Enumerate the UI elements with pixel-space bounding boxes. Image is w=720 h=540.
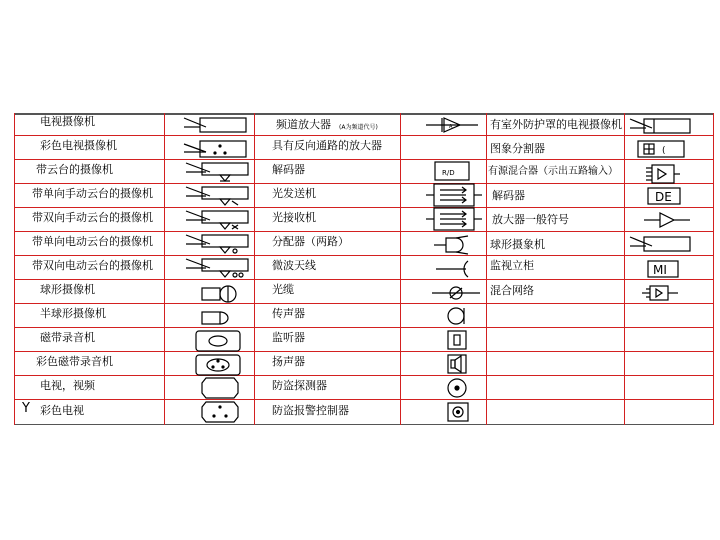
- row-divider: [14, 351, 714, 352]
- label-microphone: 传声器: [272, 307, 305, 320]
- monitor-cabinet-symbol: [646, 259, 680, 279]
- row-divider: [14, 255, 714, 256]
- row-divider: [14, 303, 714, 304]
- label-optical-cable: 光缆: [272, 283, 294, 296]
- row-divider: [14, 399, 714, 400]
- amplifier-general-symbol: [644, 210, 690, 230]
- label-alarm-controller: 防盗报警控制器: [272, 404, 349, 417]
- active-mixer-symbol: [646, 163, 680, 185]
- antenna-glyph: Y: [22, 401, 30, 416]
- loudspeaker-symbol: [446, 353, 470, 375]
- optical-transmitter-symbol: [426, 183, 482, 207]
- label-channel-note: (A为频道代号): [339, 124, 378, 131]
- color-tape-recorder-symbol: [194, 353, 244, 377]
- label-decoder: 解码器: [272, 163, 305, 176]
- label-loudspeaker: 扬声器: [272, 355, 305, 368]
- optical-cable-symbol: [432, 283, 482, 303]
- camera-two-way-motor-symbol: [186, 258, 250, 280]
- microphone-symbol: [446, 305, 470, 327]
- row-divider: [14, 231, 714, 232]
- label-optical-transmitter: 光发送机: [272, 187, 316, 200]
- image-splitter-symbol: [636, 139, 686, 159]
- label-microwave-antenna: 微波天线: [272, 259, 316, 272]
- label-tv-camera: 电视摄像机: [40, 115, 95, 128]
- label-camera-two-way-motor-pan: 带双向电动云台的摄像机: [32, 259, 153, 272]
- mixing-network-symbol: [642, 283, 684, 303]
- dome-camera-2-symbol: [630, 235, 692, 253]
- alarm-controller-symbol: [446, 401, 470, 423]
- label-color-tv-camera: 彩色电视摄像机: [40, 139, 117, 152]
- label-camera-one-way-manual-pan: 带单向手动云台的摄像机: [32, 187, 153, 200]
- camera-one-way-motor-symbol: [186, 234, 250, 256]
- optical-receiver-symbol: [426, 207, 482, 231]
- svg-text:MI: MI: [653, 263, 667, 277]
- tape-recorder-symbol: [194, 329, 244, 353]
- row-divider: [14, 279, 714, 280]
- channel-amplifier-symbol: [426, 116, 478, 134]
- row-divider: [14, 159, 714, 160]
- splitter-symbol-placeholder: [434, 161, 470, 181]
- label-half-dome-camera: 半球形摄像机: [40, 307, 106, 320]
- microwave-antenna-symbol: [436, 259, 476, 279]
- svg-text:DE: DE: [655, 190, 672, 204]
- tv-video-symbol: [200, 377, 240, 399]
- tv-camera-symbol: [184, 117, 248, 133]
- label-tv-video: 电视，视频: [40, 379, 95, 392]
- dome-camera-symbol: [200, 284, 250, 304]
- half-dome-camera-symbol: [200, 308, 250, 328]
- label-amplifier-general: 放大器一般符号: [492, 213, 569, 226]
- row-divider: [14, 375, 714, 376]
- row-divider: [14, 327, 714, 328]
- color-tv-camera-symbol: [184, 140, 248, 158]
- label-reverse-path-amplifier: 具有反向通路的放大器: [272, 139, 382, 152]
- label-dome-camera: 球形摄像机: [40, 283, 95, 296]
- outdoor-housing-camera-symbol: [630, 117, 692, 135]
- decoder-de-symbol: [646, 186, 682, 206]
- label-decoder-2: 解码器: [492, 189, 525, 202]
- label-camera-two-way-manual-pan: 带双向手动云台的摄像机: [32, 211, 153, 224]
- label-image-splitter: 图象分割器: [490, 142, 545, 155]
- camera-pan-tilt-symbol: [186, 162, 250, 184]
- svg-text:A: A: [449, 124, 453, 130]
- label-mixing-network: 混合网络: [490, 284, 534, 297]
- label-channel-amplifier: 频道放大器: [276, 118, 331, 131]
- label-outdoor-housing-camera: 有室外防护罩的电视摄像机: [490, 118, 622, 131]
- label-camera-with-pan-tilt: 带云台的摄像机: [36, 163, 113, 176]
- label-optical-receiver: 光接收机: [272, 211, 316, 224]
- svg-text:(: (: [662, 146, 666, 156]
- label-tape-recorder: 磁带录音机: [40, 331, 95, 344]
- label-dome-camera-2: 球形摄象机: [490, 238, 545, 251]
- camera-two-way-manual-symbol: [186, 210, 250, 232]
- label-intrusion-detector: 防盗探测器: [272, 379, 327, 392]
- intrusion-detector-symbol: [446, 377, 470, 399]
- label-color-tv: 彩色电视: [40, 404, 84, 417]
- row-divider: [14, 207, 714, 208]
- row-divider: [14, 183, 714, 184]
- symbol-legend-table: [14, 113, 714, 425]
- color-tv-symbol: [200, 401, 240, 423]
- label-active-mixer: 有源混合器（示出五路输入）: [488, 166, 618, 177]
- table-bottom-border: [14, 424, 714, 425]
- camera-one-way-manual-symbol: [186, 186, 250, 208]
- label-color-tape-recorder: 彩色磁带录音机: [36, 355, 113, 368]
- row-divider: [14, 135, 714, 136]
- monitor-speaker-symbol: [446, 329, 470, 351]
- splitter-two-way-symbol: [434, 234, 474, 256]
- label-monitor-speaker: 监听器: [272, 331, 305, 344]
- label-camera-one-way-motor-pan: 带单向电动云台的摄像机: [32, 235, 153, 248]
- table-top-border: [14, 113, 714, 115]
- svg-text:R/D: R/D: [442, 169, 455, 177]
- label-monitor-cabinet: 监视立柜: [490, 259, 534, 272]
- label-splitter-two-way: 分配器（两路）: [272, 235, 349, 248]
